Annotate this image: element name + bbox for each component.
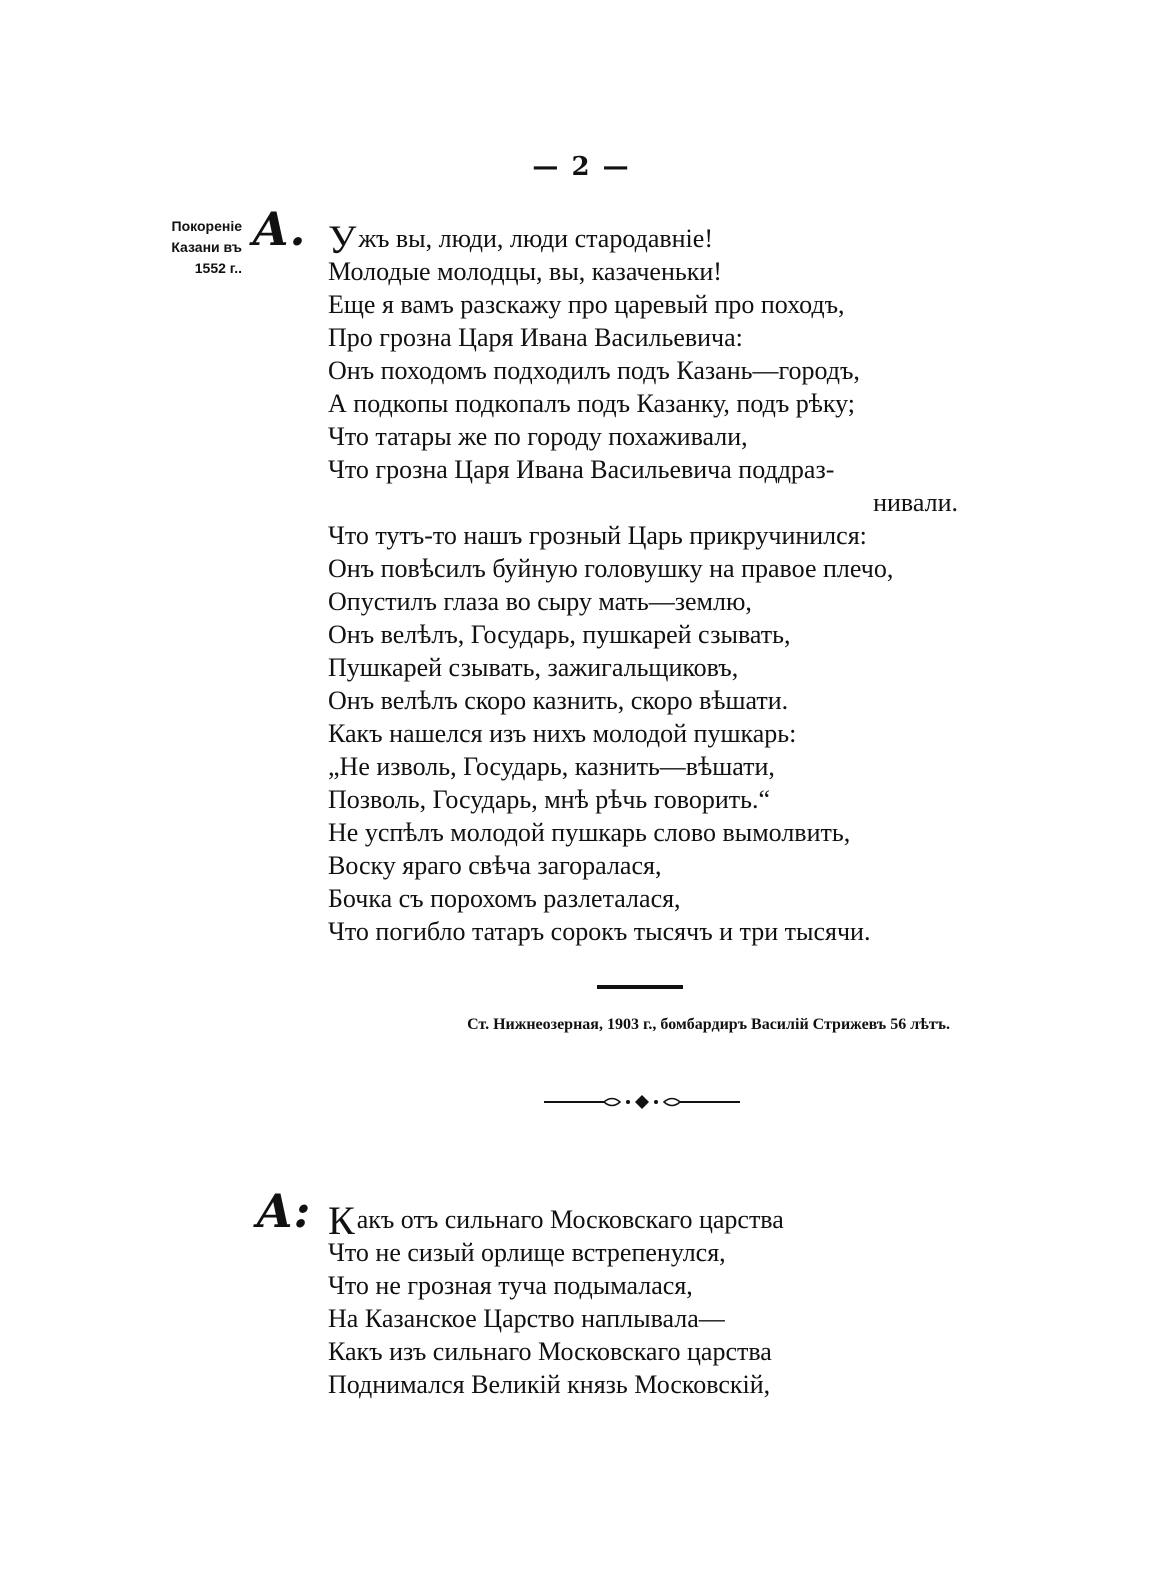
source-attribution: Ст. Нижнеозерная, 1903 г., бомбардиръ Василій Стрижевъ 56 лѣтъ. — [467, 1016, 950, 1033]
poem-line: Не успѣлъ молодой пушкарь слово вымолвить, — [328, 818, 851, 847]
poem-line: Еще я вамъ разскажу про царевый про походъ, — [328, 290, 845, 319]
poem-line: Онъ походомъ подходилъ подъ Казань—городъ, — [328, 356, 860, 385]
poem-line: Онъ велѣлъ скоро казнить, скоро вѣшати. — [328, 686, 789, 715]
poem-section-a — [328, 217, 968, 948]
poem-line: Какъ нашелся изъ нихъ молодой пушкарь: — [328, 719, 797, 748]
poem-line: Бочка съ порохомъ разлеталася, — [328, 884, 681, 913]
margin-note — [150, 216, 242, 279]
poem-section-b — [328, 1198, 968, 1401]
poem-line: Поднимался Великій князь Московскій, — [328, 1370, 771, 1399]
poem-line: Что татары же по городу похаживали, — [328, 422, 748, 451]
poem-line — [328, 217, 968, 262]
poem-line: Что грозна Царя Ивана Васильевича поддраз- — [328, 455, 835, 484]
poem-line: Какъ изъ сильнаго Московскаго царства — [328, 1337, 772, 1366]
section-divider-rule — [597, 985, 683, 989]
poem-line-continuation: нивали. — [873, 488, 958, 517]
poem-line: Молодые молодцы, вы, казаченьки! — [328, 257, 722, 286]
poem-line: Опустилъ глаза во сыру мать—землю, — [328, 587, 752, 616]
margin-note-line: 1552 г.. — [194, 260, 242, 276]
poem-line: Что не сизый орлище встрепенулся, — [328, 1238, 726, 1267]
poem-line: А подкопы подкопалъ подъ Казанку, подъ рѣку; — [328, 389, 856, 418]
margin-note-line: Казани въ — [171, 239, 242, 255]
section-b-marker: А: — [256, 1184, 311, 1238]
poem-line-text: акъ отъ сильнаго Московскаго царства — [356, 1205, 784, 1234]
poem-line: Что тутъ-то нашъ грозный Царь прикручинился: — [328, 521, 867, 550]
section-a-marker: А. — [252, 202, 306, 256]
poem-line: Онъ велѣлъ, Государь, пушкарей сзывать, — [328, 620, 791, 649]
poem-line: „Не изволь, Государь, казнить—вѣшати, — [328, 752, 775, 781]
poem-line: Пушкарей сзывать, зажигальщиковъ, — [328, 653, 739, 682]
margin-note-line: Покореніе — [171, 218, 242, 234]
drop-cap: У — [328, 217, 357, 262]
poem-line — [328, 1198, 968, 1243]
poem-line-text: жъ вы, люди, люди стародавніе! — [358, 224, 713, 253]
page-number: — 2 — — [532, 152, 631, 182]
poem-line: Что погибло татаръ сорокъ тысячъ и три тысячи. — [328, 917, 871, 946]
poem-line: Что не грозная туча подымалася, — [328, 1271, 693, 1300]
poem-line: Онъ повѣсилъ буйную головушку на правое плечо, — [328, 554, 894, 583]
ornament-divider-icon — [544, 1092, 740, 1112]
poem-line: Воску яраго свѣча загоралася, — [328, 851, 662, 880]
poem-line: Про грозна Царя Ивана Васильевича: — [328, 323, 743, 352]
drop-cap: К — [328, 1198, 355, 1243]
poem-line: Позволь, Государь, мнѣ рѣчь говорить.“ — [328, 785, 771, 814]
poem-line: На Казанское Царство наплывала— — [328, 1304, 725, 1333]
